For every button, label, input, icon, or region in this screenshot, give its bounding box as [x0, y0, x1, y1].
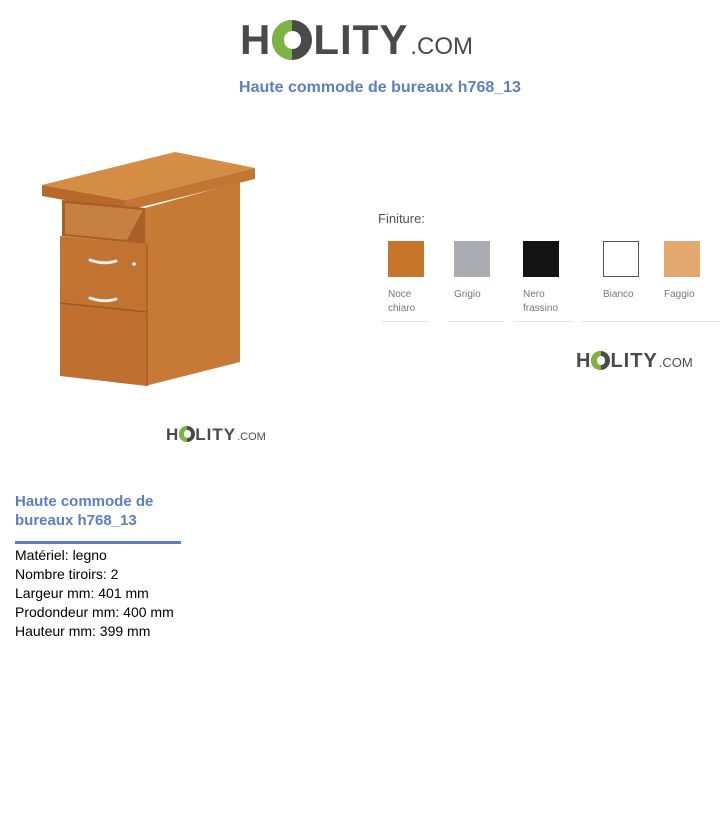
swatch-nero-frassino[interactable] — [514, 236, 584, 322]
swatch-color — [388, 241, 424, 277]
cabinet-side-panel — [145, 182, 240, 386]
title-divider — [15, 541, 181, 544]
spec-height: Hauteur mm: 399 mm — [15, 623, 151, 639]
logo-text-h: H — [166, 425, 180, 444]
spec-depth: Prodondeur mm: 400 mm — [15, 604, 174, 620]
logo-domain: .COM — [658, 355, 693, 370]
swatch-name: Faggio — [664, 289, 695, 300]
finiture-logo — [576, 348, 693, 373]
swatch-color — [603, 241, 639, 277]
logo-ring-icon — [591, 351, 610, 370]
swatch-name: Grigio — [454, 289, 481, 300]
logo-text-h: H — [576, 350, 592, 372]
product-image — [35, 148, 260, 393]
finiture-label: Finiture: — [378, 211, 425, 226]
logo-domain: .COM — [237, 431, 266, 443]
swatch-color — [454, 241, 490, 277]
drawer-lower — [60, 303, 147, 386]
brand-logo[interactable] — [240, 14, 473, 64]
swatch-name: Bianco — [603, 289, 634, 300]
finiture-swatches — [378, 236, 720, 322]
logo-text-lity: LITY — [313, 16, 409, 63]
swatch-grigio[interactable] — [444, 236, 514, 322]
swatch-color — [664, 241, 700, 277]
logo-ring-icon — [179, 426, 195, 442]
logo-text-h: H — [240, 16, 272, 63]
product-logo — [166, 424, 266, 445]
swatch-bianco[interactable] — [593, 236, 657, 322]
spec-material: Matériel: legno — [15, 547, 107, 563]
swatch-name: Nero frassino — [523, 289, 559, 314]
spec-width: Largeur mm: 401 mm — [15, 585, 149, 601]
spec-drawers: Nombre tiroirs: 2 — [15, 566, 119, 582]
swatch-color — [523, 241, 559, 277]
logo-domain: .COM — [410, 33, 474, 60]
logo-ring-icon — [272, 20, 312, 60]
page-title: Haute commode de bureaux h768_13 — [239, 79, 521, 96]
logo-text-lity: LITY — [610, 350, 658, 372]
product-title: Haute commode de bureaux h768_13 — [15, 493, 154, 529]
swatch-noce-chiaro[interactable] — [378, 236, 448, 322]
logo-text-lity: LITY — [195, 425, 237, 444]
lock-icon — [132, 262, 136, 266]
swatch-name: Noce chiaro — [388, 289, 416, 314]
spec-list — [15, 546, 174, 641]
swatch-faggio[interactable] — [657, 236, 720, 322]
